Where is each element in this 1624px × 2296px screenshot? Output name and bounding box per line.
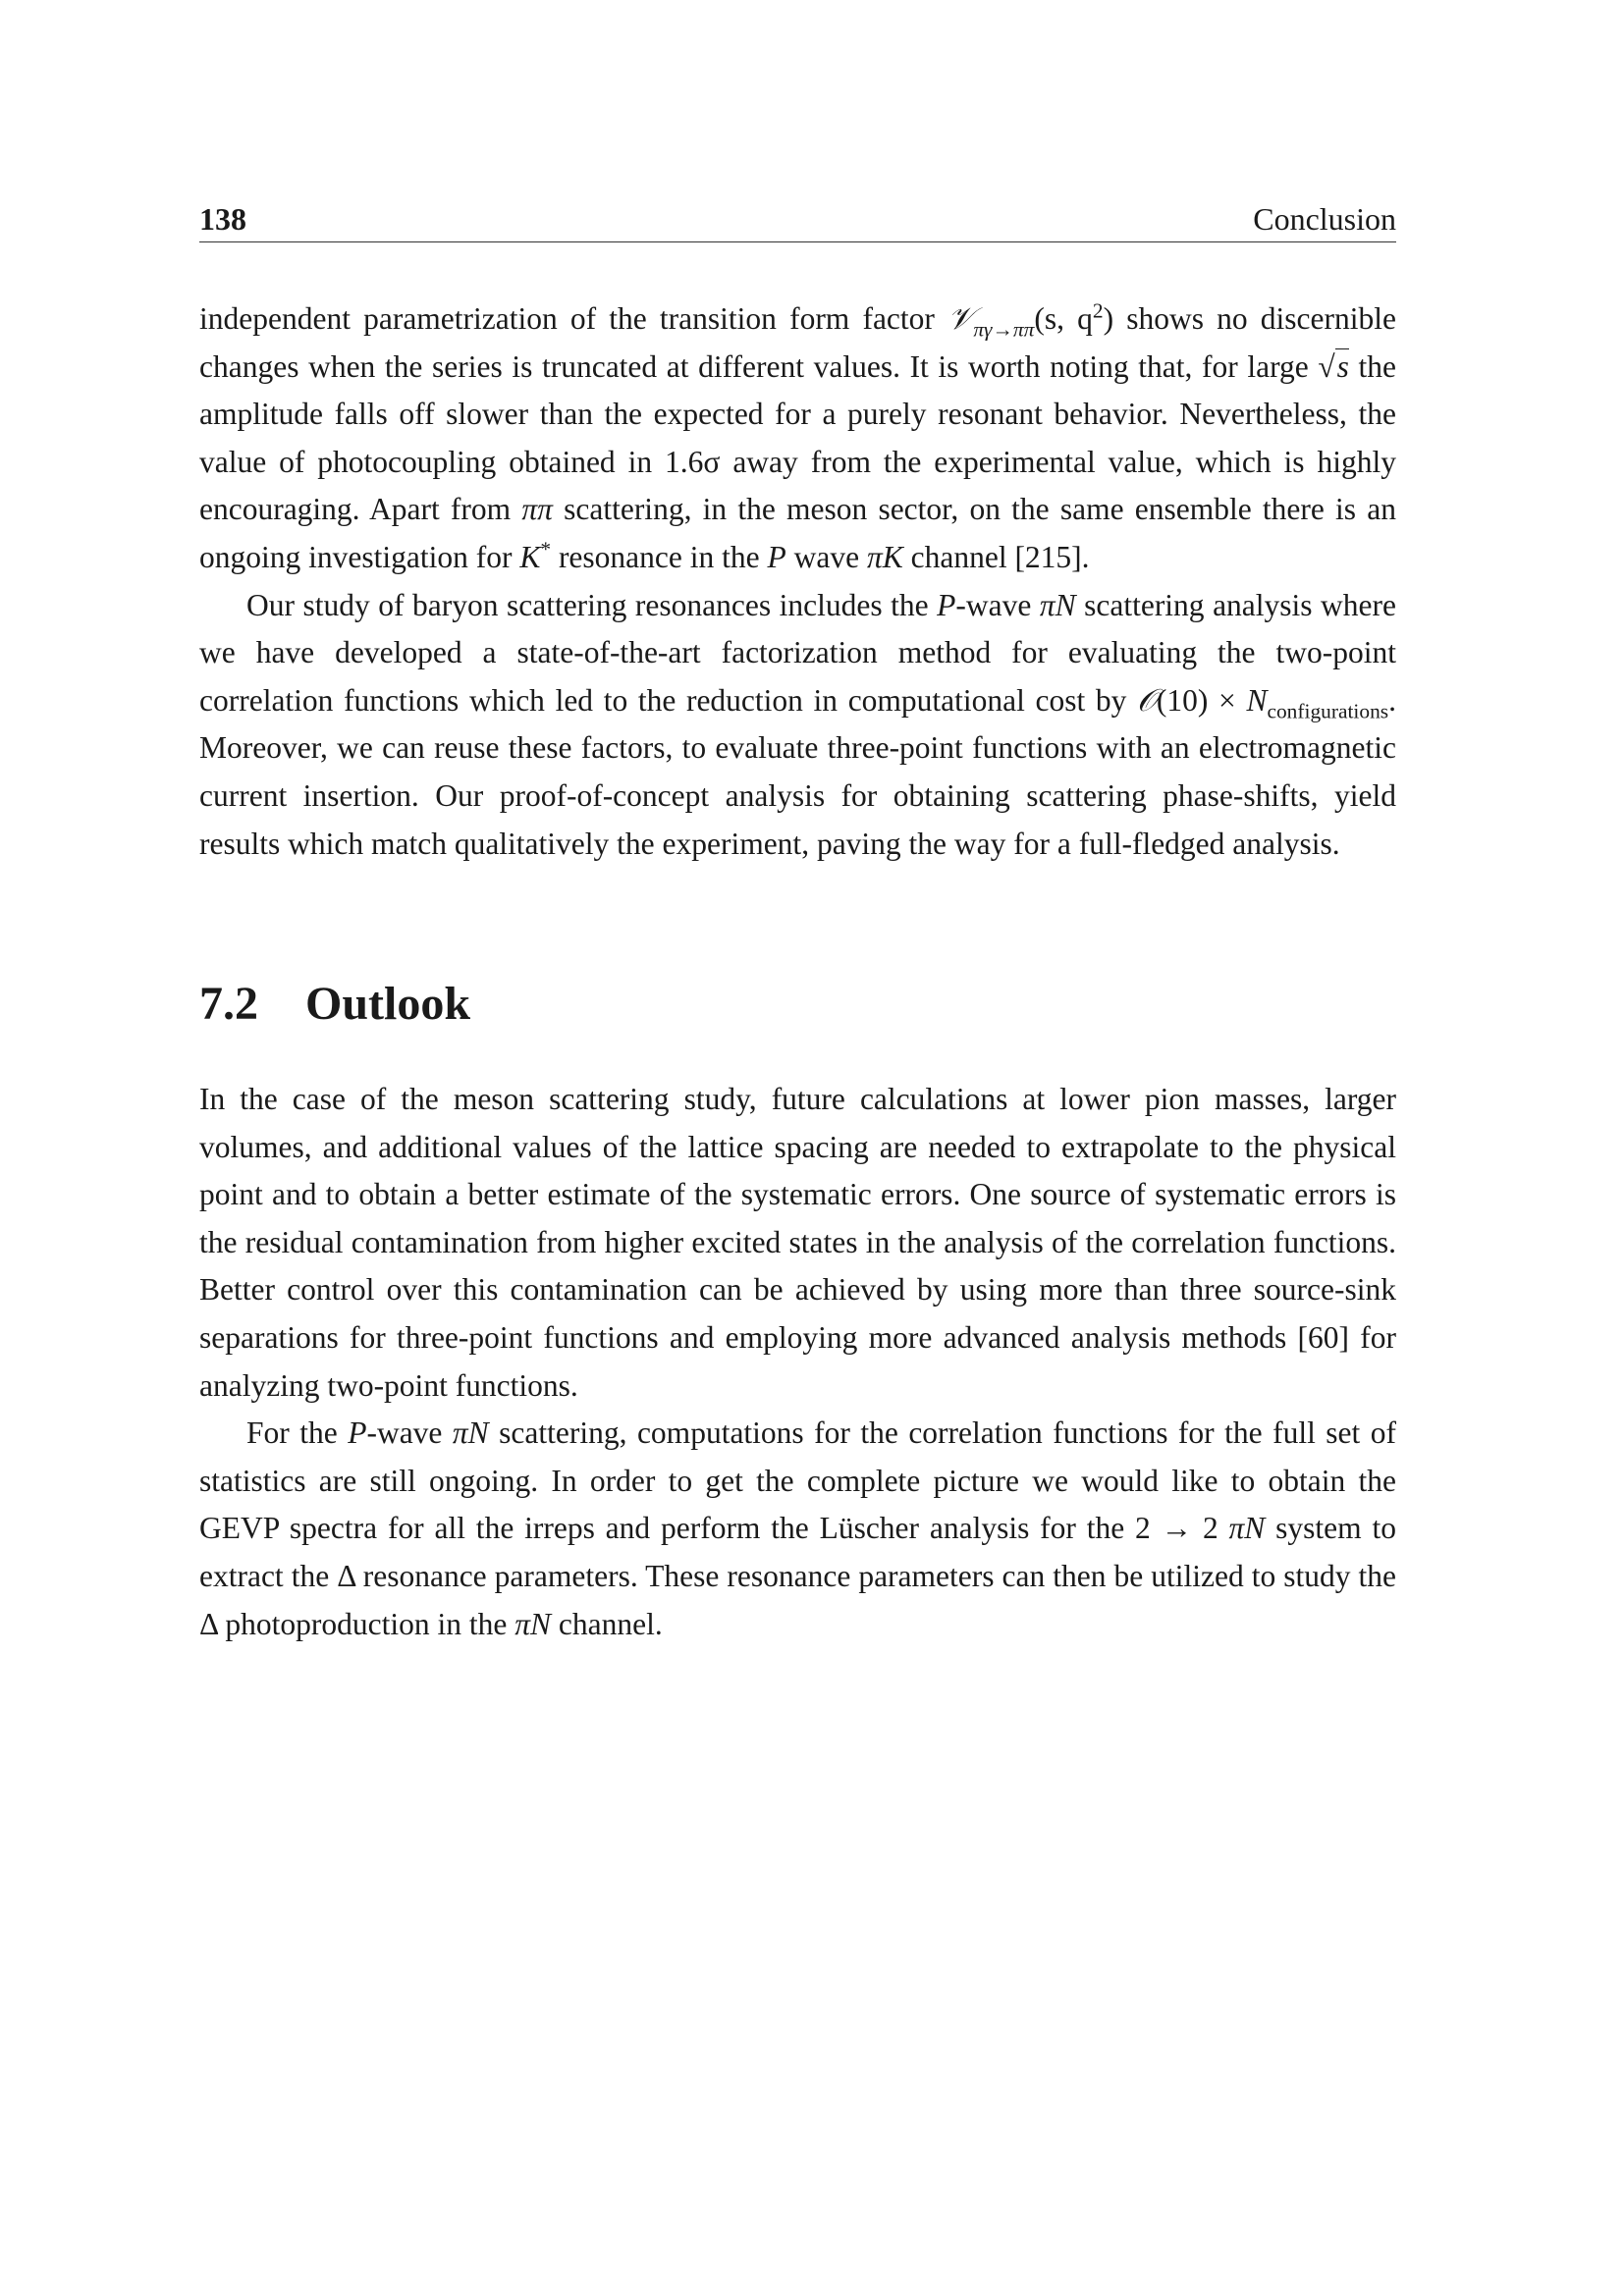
section-heading-outlook — [199, 975, 470, 1034]
paragraph-meson-summary: independent parametrization of the transition form factor 𝒱$_{\pi\gamma\to\pi\pi}$(s, $q^2$) shows no discernible changes when the series is truncated at different values. It is worth noting that, for large √s the amplitude falls off slower than the expected for a purely resonant behavior. Nevertheless, the value of photocoupling obtained in 1.6σ away from the experimental value, which is highly encouraging. Apart from ππ scattering, in the meson sector, on the same ensemble there is an ongoing investigation for K* resonance in the P wave πK channel [215]. — [199, 298, 1397, 574]
paragraph-meson-outlook: In the case of the meson scattering study, future calculations at lower pion masses, larger volumes, and additional values of the lattice spacing are needed to extrapolate to the physical point and to obtain a better estimate of the systematic errors. One source of systematic errors is the residual contamination from higher excited states in the analysis of the correlation functions. Better control over this contamination can be achieved by using more than three source-sink separations for three-point functions and employing more advanced analysis methods [60] for analyzing two-point functions. — [199, 1082, 1396, 1403]
running-header — [199, 196, 1396, 242]
paragraph-baryon-outlook: For the P-wave πN scattering, computations for the correlation functions for the full set of statistics are still ongoing. In order to get the complete picture we would like to obtain the GEVP spectra for all the irreps and perform the Lüscher analysis for the 2 → 2 πN system to extract the Δ resonance parameters. These resonance parameters can then be utilized to study the Δ photoproduction in the πN channel. — [199, 1415, 1397, 1641]
chapter-title: Conclusion — [1253, 201, 1396, 237]
section-title: Outlook — [305, 978, 471, 1030]
outlook-text — [199, 1076, 1396, 1648]
conclusion-text — [199, 295, 1396, 868]
sqrt-s: √s — [1318, 348, 1349, 384]
form-factor-symbol: 𝒱$_{\pi\gamma\to\pi\pi}$ — [947, 301, 1035, 342]
paragraph-baryon-summary: Our study of baryon scattering resonances includes the P-wave πN scattering analysis where we have developed a state-of-the-art factorization method for evaluating the two-point correlation functions which led to the reduction in computational cost by 𝒪(10) × $N_{configurations}$. Moreover, we can reuse these factors, to evaluate three-point functions with an electromagnetic current insertion. Our proof-of-concept analysis for obtaining scattering phase-shifts, yield results which match qualitatively the experiment, paving the way for a full-fledged analysis. — [199, 587, 1397, 861]
section-number: 7.2 — [199, 978, 258, 1030]
page-number: 138 — [199, 201, 246, 237]
